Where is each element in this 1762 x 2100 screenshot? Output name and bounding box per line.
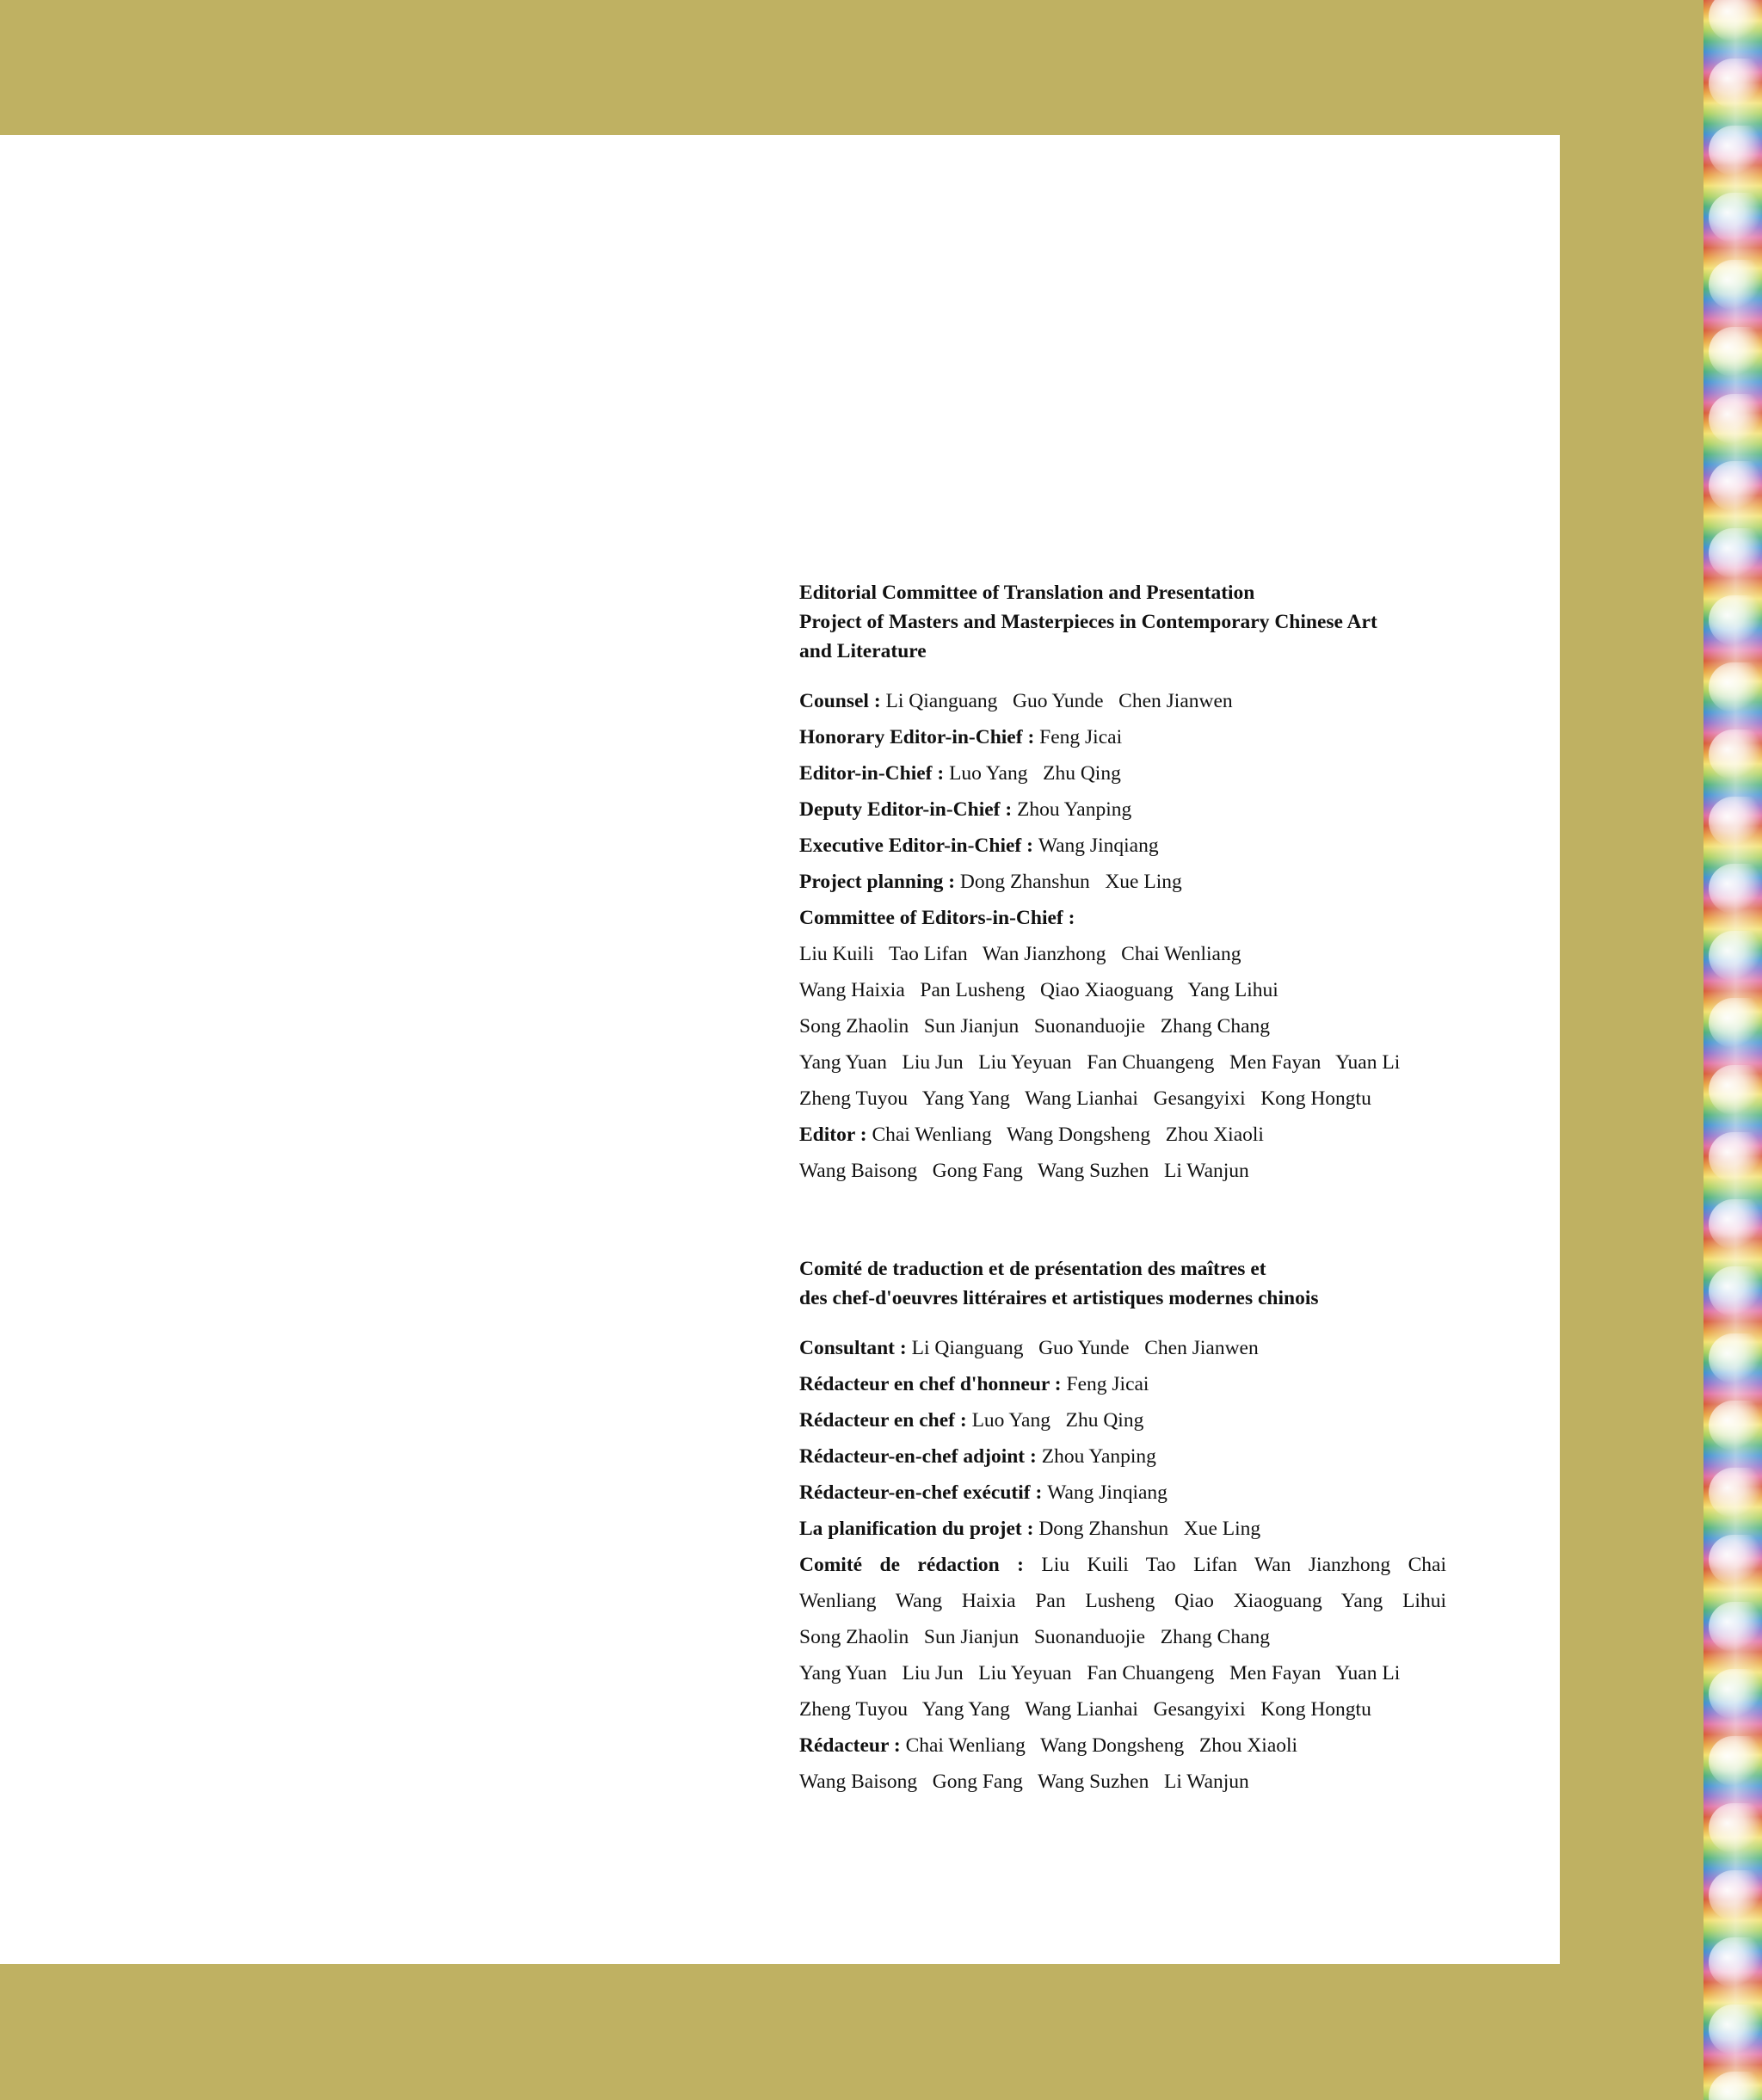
english-heading-line: and Literature xyxy=(799,640,927,662)
bead-ornament xyxy=(1709,662,1762,712)
bead-ornament xyxy=(1709,327,1762,377)
bead-ornament xyxy=(1709,1065,1762,1115)
bead-ornament xyxy=(1709,260,1762,310)
credit-row: Song Zhaolin Sun Jianjun Suonanduojie Zhang Chang xyxy=(799,1015,1270,1038)
credit-row: Consultant : Li Qianguang Guo Yunde Chen Jianwen xyxy=(799,1337,1259,1359)
credit-row: Rédacteur : Chai Wenliang Wang Dongsheng Zhou Xiaoli xyxy=(799,1734,1298,1757)
bead-ornament xyxy=(1709,1602,1762,1652)
bead-ornament xyxy=(1709,998,1762,1048)
credit-row: Yang Yuan Liu Jun Liu Yeyuan Fan Chuangeng Men Fayan Yuan Li xyxy=(799,1662,1401,1684)
bead-ornament xyxy=(1709,1401,1762,1450)
credit-row: Editor : Chai Wenliang Wang Dongsheng Zhou Xiaoli xyxy=(799,1124,1264,1146)
bead-ornament xyxy=(1709,1870,1762,1920)
bead-ornament xyxy=(1709,0,1762,41)
bead-ornament xyxy=(1709,1669,1762,1719)
bead-ornament xyxy=(1709,394,1762,444)
french-credits-list xyxy=(799,1330,1446,1800)
english-heading-line: Editorial Committee of Translation and Presentation xyxy=(799,582,1255,604)
bead-ornament xyxy=(1709,1736,1762,1786)
credit-row: Rédacteur en chef d'honneur : Feng Jicai xyxy=(799,1373,1149,1395)
french-heading-line: des chef-d'oeuvres littéraires et artistiques modernes chinois xyxy=(799,1287,1319,1309)
credit-row: Wang Baisong Gong Fang Wang Suzhen Li Wanjun xyxy=(799,1771,1249,1793)
bead-ornament xyxy=(1709,1937,1762,1987)
english-heading xyxy=(799,578,1446,666)
credit-row: Deputy Editor-in-Chief : Zhou Yanping xyxy=(799,798,1132,821)
bead-ornament xyxy=(1709,864,1762,914)
credit-row: Song Zhaolin Sun Jianjun Suonanduojie Zhang Chang xyxy=(799,1626,1270,1648)
credit-row: Liu Kuili Tao Lifan Wan Jianzhong Chai Wenliang xyxy=(799,943,1241,965)
credit-row: Rédacteur-en-chef exécutif : Wang Jinqiang xyxy=(799,1481,1167,1504)
credit-row: Committee of Editors-in-Chief : xyxy=(799,907,1075,929)
bead-ornament xyxy=(1709,1468,1762,1518)
credit-row: Counsel : Li Qianguang Guo Yunde Chen Jianwen xyxy=(799,690,1233,712)
bead-ornament xyxy=(1709,730,1762,779)
credit-row: Honorary Editor-in-Chief : Feng Jicai xyxy=(799,726,1123,748)
credit-row: Wang Baisong Gong Fang Wang Suzhen Li Wanjun xyxy=(799,1160,1249,1182)
credit-row: Yang Yuan Liu Jun Liu Yeyuan Fan Chuangeng Men Fayan Yuan Li xyxy=(799,1051,1401,1074)
english-credits-list xyxy=(799,683,1446,1189)
bead-ornament xyxy=(1709,1333,1762,1383)
credit-row: Executive Editor-in-Chief : Wang Jinqiang xyxy=(799,834,1159,857)
decorative-bead-strip xyxy=(1703,0,1762,2100)
bead-ornament xyxy=(1709,1132,1762,1182)
bead-ornament xyxy=(1709,1266,1762,1316)
credit-row: Zheng Tuyou Yang Yang Wang Lianhai Gesangyixi Kong Hongtu xyxy=(799,1087,1371,1110)
credits-content xyxy=(799,578,1446,1800)
credit-row: La planification du projet : Dong Zhanshun Xue Ling xyxy=(799,1518,1261,1540)
bead-ornament xyxy=(1709,126,1762,176)
credit-row: Comité de rédaction : Liu Kuili Tao Lifan Wan Jianzhong Chai xyxy=(799,1554,1446,1576)
bead-ornament xyxy=(1709,193,1762,243)
bead-ornament xyxy=(1709,1199,1762,1249)
bead-ornament xyxy=(1709,528,1762,578)
bead-ornament xyxy=(1709,1535,1762,1585)
english-heading-line: Project of Masters and Masterpieces in Contemporary Chinese Art xyxy=(799,611,1377,633)
credit-row: Zheng Tuyou Yang Yang Wang Lianhai Gesangyixi Kong Hongtu xyxy=(799,1698,1371,1721)
bead-ornament xyxy=(1709,1803,1762,1853)
bead-ornament xyxy=(1709,2005,1762,2054)
bead-ornament xyxy=(1709,59,1762,108)
bead-ornament xyxy=(1709,931,1762,981)
french-heading xyxy=(799,1254,1446,1313)
bead-ornament xyxy=(1709,2072,1762,2100)
credit-row: Wang Haixia Pan Lusheng Qiao Xiaoguang Yang Lihui xyxy=(799,979,1278,1001)
bead-ornament xyxy=(1709,797,1762,847)
bead-ornament xyxy=(1709,461,1762,511)
bead-ornament xyxy=(1709,595,1762,645)
credit-row: Wenliang Wang Haixia Pan Lusheng Qiao Xiaoguang Yang Lihui xyxy=(799,1590,1446,1612)
credit-row: Project planning : Dong Zhanshun Xue Ling xyxy=(799,871,1182,893)
french-heading-line: Comité de traduction et de présentation des maîtres et xyxy=(799,1258,1266,1280)
credit-row: Rédacteur en chef : Luo Yang Zhu Qing xyxy=(799,1409,1144,1432)
credit-row: Rédacteur-en-chef adjoint : Zhou Yanping xyxy=(799,1445,1156,1468)
credit-row: Editor-in-Chief : Luo Yang Zhu Qing xyxy=(799,762,1121,785)
